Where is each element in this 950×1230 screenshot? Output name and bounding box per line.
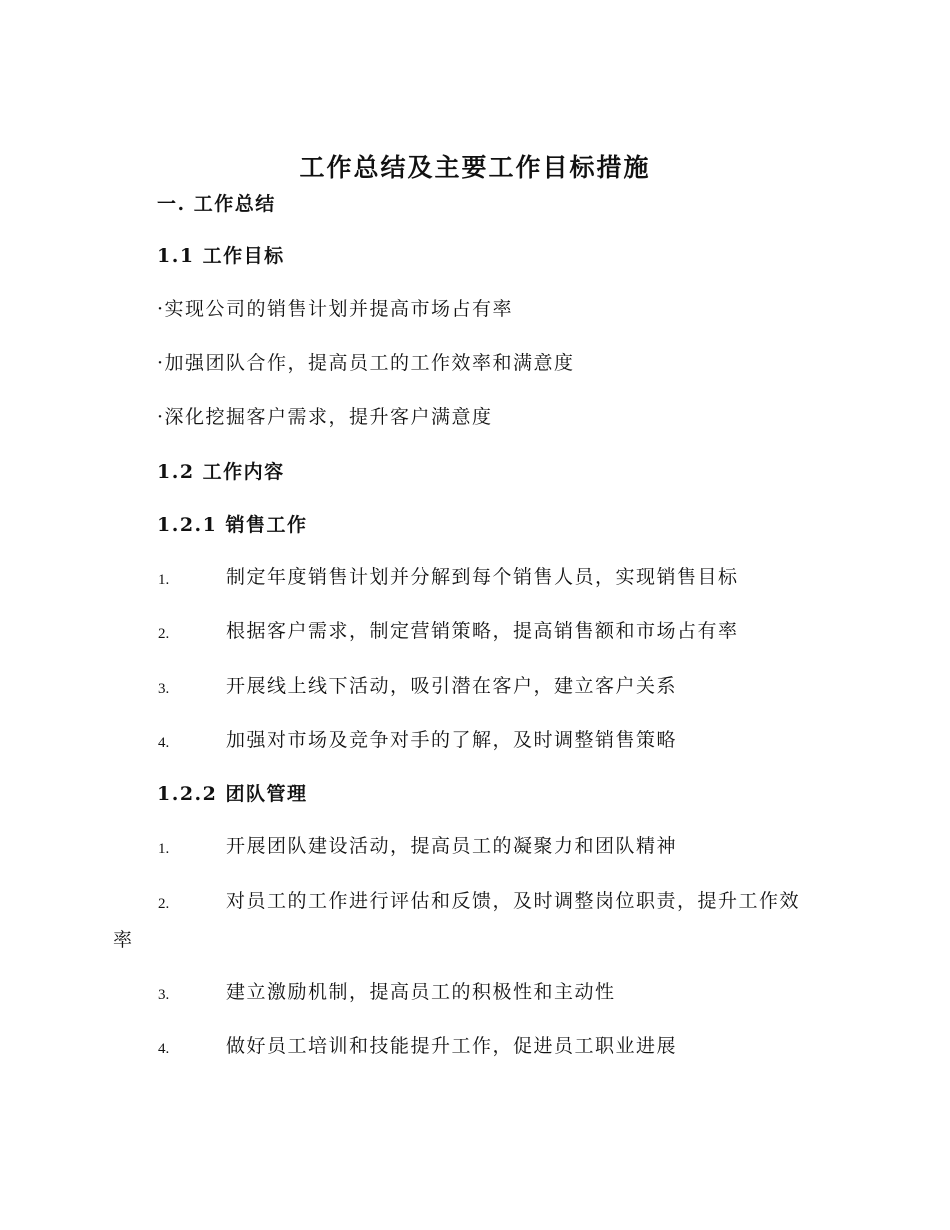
list-item-number: 2.: [158, 896, 170, 912]
goal-bullet-2: ·加强团队合作，提高员工的工作效率和满意度: [157, 352, 575, 374]
subsection-heading-content: 1.2 工作内容: [157, 461, 285, 483]
list-item-text: 做好员工培训和技能提升工作，促进员工职业进展: [226, 1035, 678, 1057]
list-item-number: 1.: [158, 572, 170, 588]
goal-bullet-1: ·实现公司的销售计划并提高市场占有率: [157, 298, 514, 320]
list-item-text: 制定年度销售计划并分解到每个销售人员，实现销售目标: [226, 566, 739, 588]
list-item-number: 2.: [158, 626, 170, 642]
list-item-number: 3.: [158, 681, 170, 697]
section-heading-summary: 一. 工作总结: [157, 193, 276, 215]
list-item-number: 4.: [158, 1041, 170, 1057]
list-item-text: 开展线上线下活动，吸引潜在客户，建立客户关系: [226, 675, 678, 697]
subsubsection-heading-sales: 1.2.1 销售工作: [157, 514, 308, 536]
list-item-text: 加强对市场及竞争对手的了解，及时调整销售策略: [226, 729, 678, 751]
list-item-number: 4.: [158, 735, 170, 751]
list-item-text: 开展团队建设活动，提高员工的凝聚力和团队精神: [226, 835, 678, 857]
list-item-number: 3.: [158, 987, 170, 1003]
subsection-heading-goals: 1.1 工作目标: [157, 245, 285, 267]
list-item-text: 建立激励机制，提高员工的积极性和主动性: [226, 981, 616, 1003]
list-item-text-wrap: 率: [113, 929, 134, 951]
subsubsection-heading-team: 1.2.2 团队管理: [157, 783, 308, 805]
list-item-number: 1.: [158, 841, 170, 857]
list-item-text: 对员工的工作进行评估和反馈，及时调整岗位职责，提升工作效: [226, 890, 801, 912]
list-item-text: 根据客户需求，制定营销策略，提高销售额和市场占有率: [226, 620, 739, 642]
document-title: 工作总结及主要工作目标措施: [299, 153, 651, 182]
goal-bullet-3: ·深化挖掘客户需求，提升客户满意度: [157, 406, 493, 428]
